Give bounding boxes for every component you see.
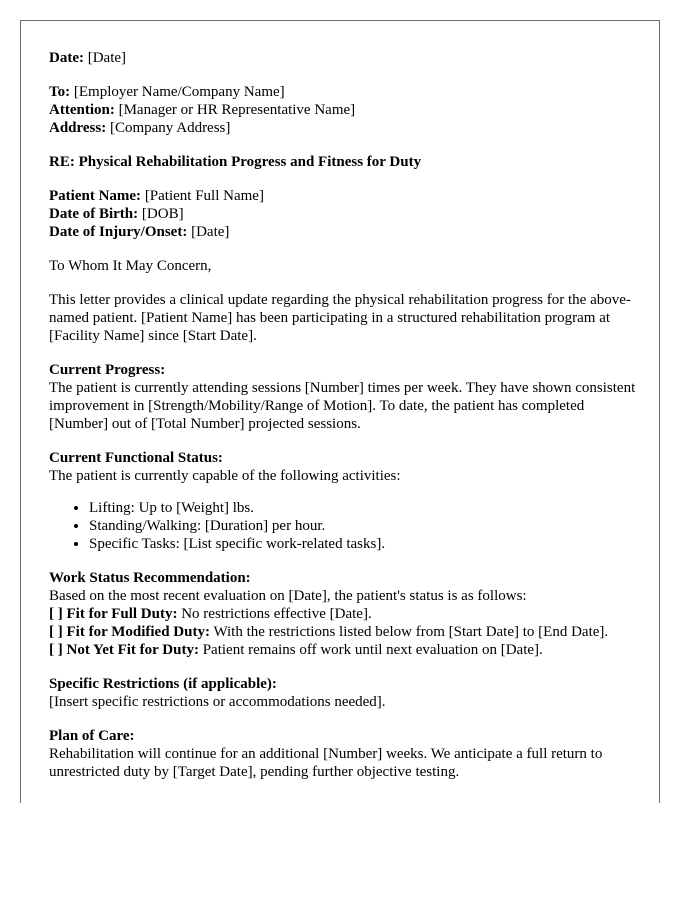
letter-body <box>49 49 639 797</box>
injury-date-label: Date of Injury/Onset: <box>49 224 188 240</box>
letter-page <box>20 20 660 803</box>
not-fit-text: Patient remains off work until next evaluation on [Date]. <box>202 642 543 658</box>
work-status-text: Based on the most recent evaluation on [Date], the patient's status is as follows: <box>49 588 527 604</box>
attention-label: Attention: <box>49 102 115 118</box>
injury-date-value: [Date] <box>191 224 230 240</box>
patient-block <box>49 187 639 241</box>
full-duty-checkbox: [ ] <box>49 606 63 622</box>
not-fit-label: Not Yet Fit for Duty: <box>66 642 199 658</box>
current-progress-heading: Current Progress: <box>49 362 166 378</box>
re-line <box>49 153 639 171</box>
plan-of-care-text: Rehabilitation will continue for an additional [Number] weeks. We anticipate a full return to unrestricted duty by [Target Date], pending further objective testing. <box>49 746 603 780</box>
dob-label: Date of Birth: <box>49 206 139 222</box>
salutation: To Whom It May Concern, <box>49 258 212 274</box>
current-progress-text: The patient is currently attending sessions [Number] times per week. They have shown consistent improvement in [Strength/Mobility/Range of Motion]. To date, the patient has completed [Number] out of [Total Number] projected sessions. <box>49 380 636 432</box>
functional-status-list <box>49 499 639 553</box>
restrictions-text: [Insert specific restrictions or accommodations needed]. <box>49 694 386 710</box>
date-line <box>49 49 639 67</box>
date-value: [Date] <box>87 50 127 66</box>
functional-status-heading: Current Functional Status: <box>49 450 223 466</box>
re-line-text: RE: Physical Rehabilitation Progress and Fitness for Duty <box>49 154 422 170</box>
full-duty-label: Fit for Full Duty: <box>66 606 178 622</box>
list-item: • Standing/Walking: [Duration] per hour. <box>89 517 639 535</box>
dob-value: [DOB] <box>141 206 184 222</box>
list-item: • Lifting: Up to [Weight] lbs. <box>89 499 639 517</box>
recipient-block <box>49 83 639 137</box>
to-label: To: <box>49 84 71 100</box>
work-status-section <box>49 569 639 659</box>
attention-value: [Manager or HR Representative Name] <box>118 102 356 118</box>
functional-status-text: The patient is currently capable of the following activities: <box>49 468 401 484</box>
modified-duty-text: With the restrictions listed below from [Start Date] to [End Date]. <box>213 624 609 640</box>
current-progress-section <box>49 361 639 433</box>
work-status-heading: Work Status Recommendation: <box>49 570 251 586</box>
intro-paragraph: This letter provides a clinical update regarding the physical rehabilitation progress for the above-named patient. [Patient Name] has been participating in a structured rehabilitation program at [Facility Name] since [Start Date]. <box>49 292 631 344</box>
address-value: [Company Address] <box>109 120 231 136</box>
plan-of-care-heading: Plan of Care: <box>49 728 135 744</box>
modified-duty-checkbox: [ ] <box>49 624 63 640</box>
not-fit-checkbox: [ ] <box>49 642 63 658</box>
to-value: [Employer Name/Company Name] <box>73 84 285 100</box>
plan-of-care-section <box>49 727 639 781</box>
list-item: • Specific Tasks: [List specific work-related tasks]. <box>89 535 639 553</box>
patient-name-value: [Patient Full Name] <box>144 188 264 204</box>
patient-name-label: Patient Name: <box>49 188 142 204</box>
address-label: Address: <box>49 120 107 136</box>
modified-duty-label: Fit for Modified Duty: <box>66 624 210 640</box>
date-label: Date: <box>49 50 84 66</box>
functional-status-section <box>49 449 639 485</box>
full-duty-text: No restrictions effective [Date]. <box>181 606 372 622</box>
restrictions-section <box>49 675 639 711</box>
restrictions-heading: Specific Restrictions (if applicable): <box>49 676 277 692</box>
